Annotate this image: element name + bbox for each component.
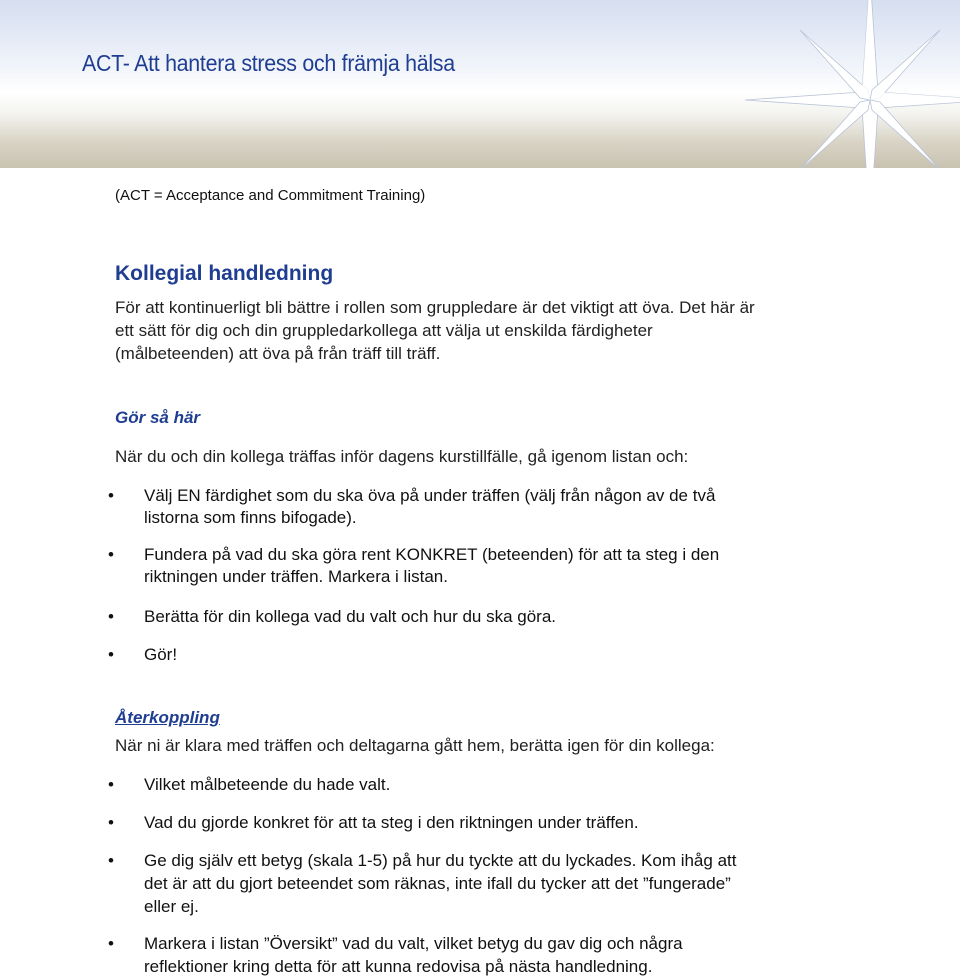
list-item-line: Vilket målbeteende du hade valt.: [144, 775, 391, 794]
list-item-line: Berätta för din kollega vad du valt och hur du ska göra.: [144, 607, 557, 626]
bullet-icon: •: [108, 851, 114, 870]
paragraph-line: ett sätt för dig och din gruppledarkollega att välja ut enskilda färdigheter: [115, 321, 653, 340]
list-item-line: Välj EN färdighet som du ska öva på under träffen (välj från någon av de två: [144, 486, 716, 505]
section-heading-kollegial: Kollegial handledning: [115, 262, 334, 285]
bullet-icon: •: [108, 775, 114, 794]
bullet-icon: •: [108, 545, 114, 564]
list-item-line: reflektioner kring detta för att kunna redovisa på nästa handledning.: [144, 957, 653, 976]
section-heading-gor-sa-har: Gör så här: [115, 408, 201, 427]
list-item-line: Fundera på vad du ska göra rent KONKRET (beteenden) för att ta steg i den: [144, 545, 720, 564]
intro-text: När ni är klara med träffen och deltagarna gått hem, berätta igen för din kollega:: [115, 736, 715, 755]
bullet-icon: •: [108, 813, 114, 832]
paragraph-line: För att kontinuerligt bli bättre i rollen som gruppledare är det viktigt att öva. Det här är: [115, 298, 755, 317]
compass-star-icon: [740, 0, 960, 168]
list-item-line: Ge dig själv ett betyg (skala 1-5) på hur du tyckte att du lyckades. Kom ihåg att: [144, 851, 737, 870]
bullet-icon: •: [108, 607, 114, 626]
list-item-line: Markera i listan ”Översikt” vad du valt, vilket betyg du gav dig och några: [144, 934, 683, 953]
document-title: ACT- Att hantera stress och främja hälsa: [82, 50, 455, 76]
bullet-icon: •: [108, 486, 114, 505]
intro-text: När du och din kollega träffas inför dagens kurstillfälle, gå igenom listan och:: [115, 447, 689, 466]
section-heading-aterkoppling: Återkoppling: [115, 708, 220, 727]
list-item-line: det är att du gjort beteendet som räknas, inte ifall du tycker att det ”fungerade”: [144, 874, 731, 893]
subtitle: (ACT = Acceptance and Commitment Training): [115, 187, 426, 204]
list-item-line: Vad du gjorde konkret för att ta steg i den riktningen under träffen.: [144, 813, 639, 832]
bullet-icon: •: [108, 934, 114, 953]
header-banner: [0, 0, 960, 168]
list-item-line: eller ej.: [144, 897, 199, 916]
bullet-icon: •: [108, 645, 114, 664]
paragraph-line: (målbeteenden) att öva på från träff till träff.: [115, 344, 441, 363]
list-item-line: Gör!: [144, 645, 178, 664]
list-item-line: listorna som finns bifogade).: [144, 508, 357, 527]
list-item-line: riktningen under träffen. Markera i listan.: [144, 567, 448, 586]
